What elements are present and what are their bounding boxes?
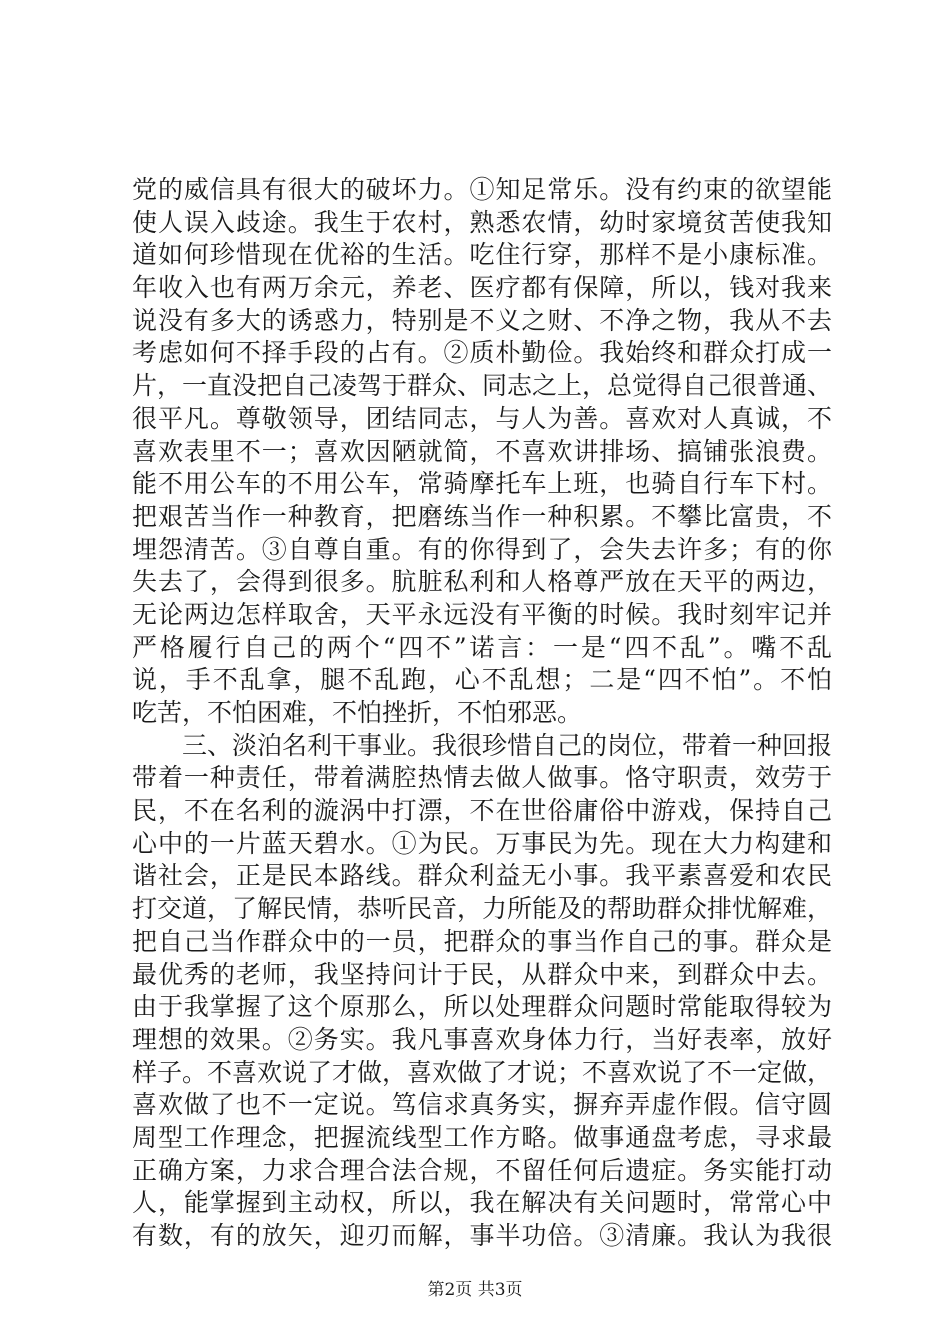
text-line: 考虑如何不择手段的占有。②质朴勤俭。我始终和群众打成一 <box>132 338 832 368</box>
text-line-paragraph-start: 三、淡泊名利干事业。我很珍惜自己的岗位，带着一种回报 <box>182 730 833 760</box>
text-line: 党的威信具有很大的破坏力。①知足常乐。没有约束的欲望能 <box>132 175 832 204</box>
text-line: 由于我掌握了这个原那么，所以处理群众问题时常能取得较为 <box>132 992 832 1022</box>
text-line-paragraph-end: 吃苦，不怕困难，不怕挫折，不怕邪恶。 <box>132 698 583 727</box>
text-line: 很平凡。尊敬领导，团结同志，与人为善。喜欢对人真诚，不 <box>132 403 832 433</box>
text-line: 无论两边怎样取舍，天平永远没有平衡的时候。我时刻牢记并 <box>132 599 832 629</box>
text-line: 能不用公车的不用公车，常骑摩托车上班，也骑自行车下村。 <box>132 469 832 499</box>
text-line: 道如何珍惜现在优裕的生活。吃住行穿，那样不是小康标准。 <box>132 240 832 270</box>
text-line: 带着一种责任，带着满腔热情去做人做事。恪守职责，效劳于 <box>132 763 832 793</box>
text-line: 把自己当作群众中的一员，把群众的事当作自己的事。群众是 <box>132 926 832 956</box>
text-line: 年收入也有两万余元，养老、医疗都有保障，所以，钱对我来 <box>132 273 832 303</box>
text-line: 片，一直没把自己凌驾于群众、同志之上，总觉得自己很普通、 <box>132 371 833 401</box>
text-line: 埋怨清苦。③自尊自重。有的你得到了，会失去许多；有的你 <box>132 534 832 564</box>
text-line: 有数，有的放矢，迎刃而解，事半功倍。③清廉。我认为我很 <box>132 1221 832 1250</box>
text-line: 说没有多大的诱惑力，特别是不义之财、不净之物，我从不去 <box>132 305 832 335</box>
text-line: 失去了，会得到很多。肮脏私利和人格尊严放在天平的两边， <box>132 567 832 597</box>
text-line: 喜欢表里不一；喜欢因陋就简，不喜欢讲排场、搞铺张浪费。 <box>132 436 832 466</box>
text-line: 样子。不喜欢说了才做，喜欢做了才说；不喜欢说了不一定做， <box>132 1057 833 1087</box>
text-line: 周型工作理念，把握流线型工作方略。做事通盘考虑，寻求最 <box>132 1122 832 1152</box>
text-line: 心中的一片蓝天碧水。①为民。万事民为先。现在大力构建和 <box>132 828 832 858</box>
page-number-footer: 第2页 共3页 <box>427 1280 523 1300</box>
text-line: 喜欢做了也不一定说。笃信求真务实，摒弃弄虚作假。信守圆 <box>132 1090 832 1120</box>
text-line: 把艰苦当作一种教育，把磨练当作一种积累。不攀比富贵，不 <box>132 501 832 531</box>
text-line: 严格履行自己的两个“四不”诺言：一是“四不乱”。嘴不乱 <box>132 632 832 662</box>
text-line: 理想的效果。②务实。我凡事喜欢身体力行，当好表率，放好 <box>132 1024 832 1054</box>
text-line: 人，能掌握到主动权，所以，我在解决有关问题时，常常心中 <box>132 1188 832 1218</box>
body-text <box>132 174 832 1253</box>
text-line: 民，不在名利的漩涡中打漂，不在世俗庸俗中游戏，保持自己 <box>132 796 832 826</box>
text-line: 谐社会，正是民本路线。群众利益无小事。我平素喜爱和农民 <box>132 861 832 891</box>
text-line: 使人误入歧途。我生于农村，熟悉农情，幼时家境贫苦使我知 <box>132 207 832 237</box>
text-line: 说，手不乱拿，腿不乱跑，心不乱想；二是“四不怕”。不怕 <box>132 665 832 695</box>
text-line: 最优秀的老师，我坚持问计于民，从群众中来，到群众中去。 <box>132 959 832 989</box>
text-line: 打交道，了解民情，恭听民音，力所能及的帮助群众排忧解难， <box>132 894 833 924</box>
text-line: 正确方案，力求合理合法合规，不留任何后遗症。务实能打动 <box>132 1155 832 1185</box>
